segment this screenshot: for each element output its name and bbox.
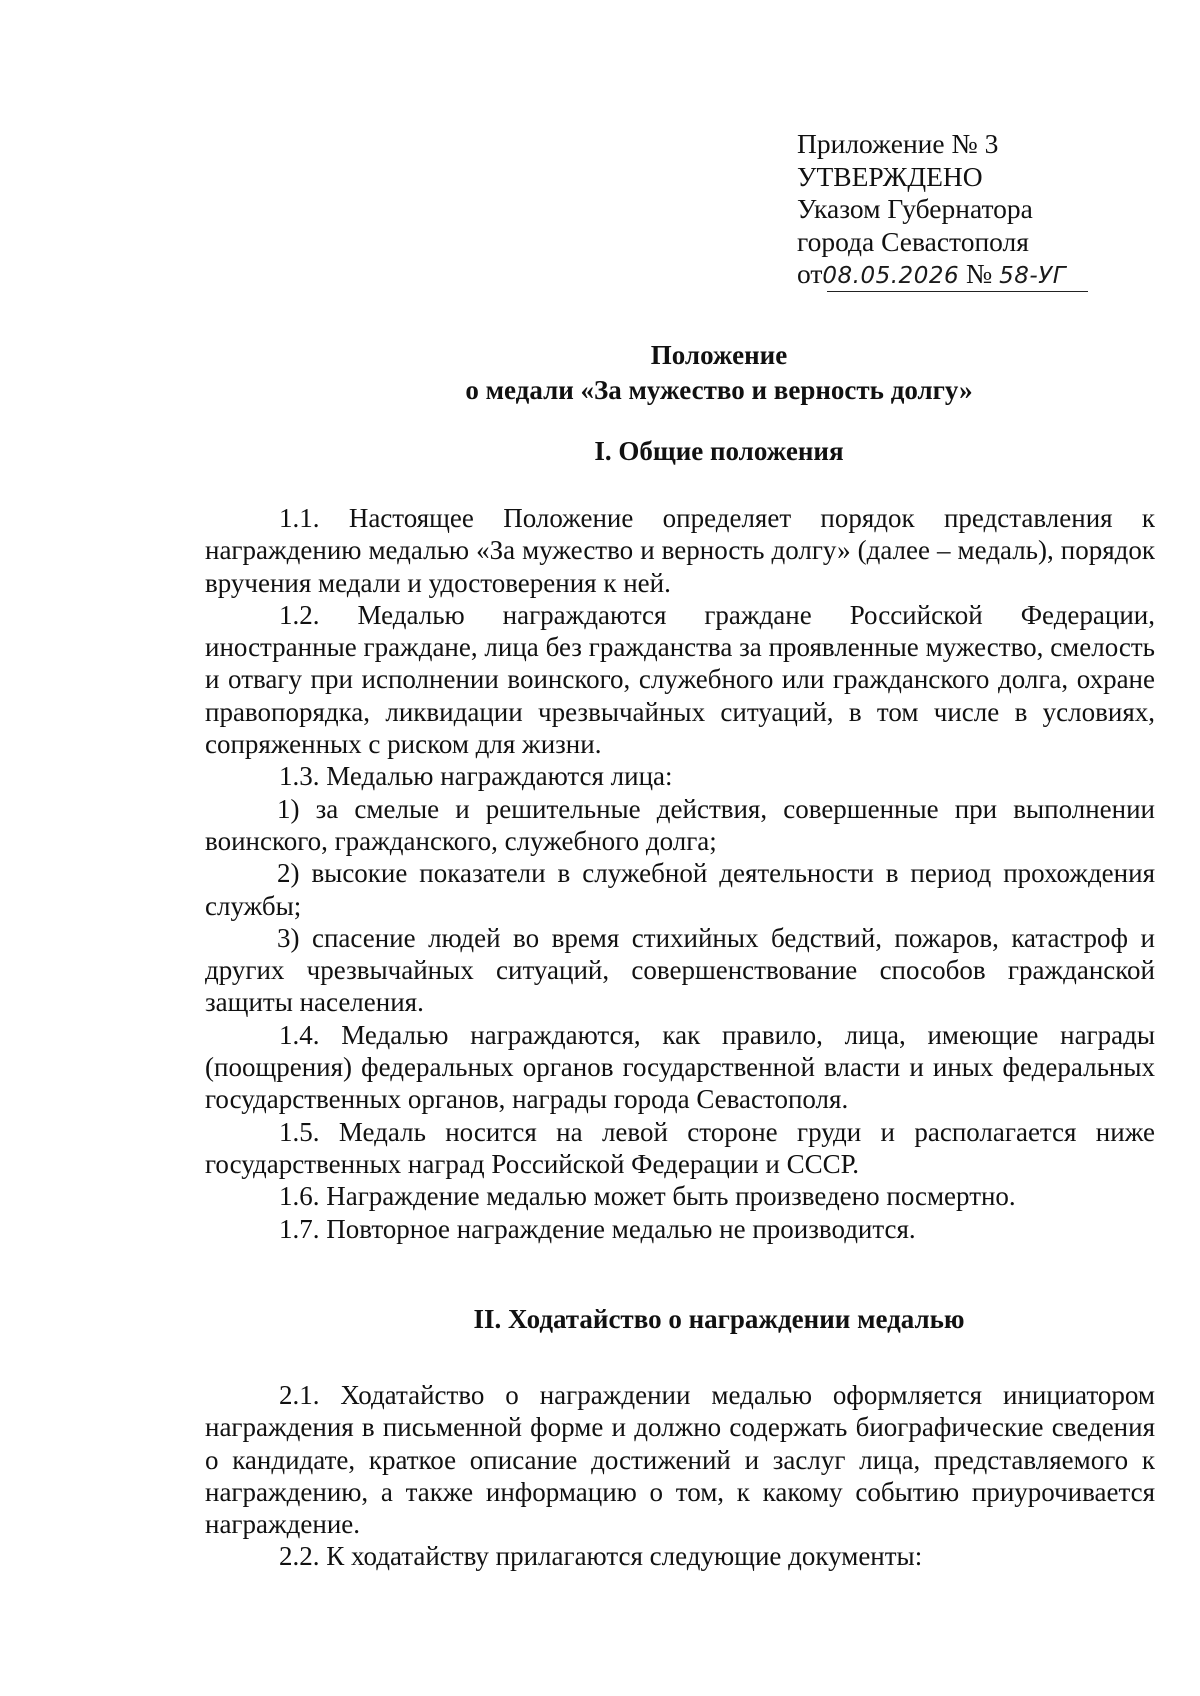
list-item-2: 2) высокие показатели в служебной деятельности в период прохождения службы; [205, 858, 1155, 921]
signature-underline [827, 291, 1088, 292]
section-1-heading: I. Общие положения [594, 436, 844, 466]
decree-date-line [797, 258, 1066, 293]
decree-authority: Указом Губернатора [797, 193, 1033, 224]
paragraph-1-2: 1.2. Медалью награждаются граждане Российской Федерации, иностранные граждане, лица без гражданства за проявленные мужество, смелость и отвагу при исполнении воинского, служебного или гражданского долга, охране правопорядка, ликвидации чрезвычайных ситуаций, в том числе в условиях, сопряженных с риском для жизни. [205, 599, 1155, 760]
decree-city: города Севастополя [797, 225, 1029, 257]
paragraph-2-1: 2.1. Ходатайство о награждении медалью оформляется инициатором награждения в письменной форме и должно содержать биографические сведения о кандидате, краткое описание достижений и заслуг лица, представляемого к награждению, а также информацию о том, к какому событию приурочивается награждение. [205, 1380, 1155, 1540]
number-sign: № [965, 258, 993, 289]
document-title [0, 338, 1200, 408]
list-item-1: 1) за смелые и решительные действия, совершенные при выполнении воинского, гражданского, служебного долга; [205, 793, 1155, 856]
handwritten-date: 08.05.2026 [822, 263, 960, 289]
approved-label: УТВЕРЖДЕНО [797, 160, 983, 192]
paragraph-1-3: 1.3. Медалью награждаются лица: [279, 761, 673, 792]
section-2-heading: II. Ходатайство о награждении медалью [473, 1304, 965, 1334]
approval-header [797, 128, 1066, 293]
appendix-number: Приложение № 3 [797, 128, 999, 159]
paragraph-1-5: 1.5. Медаль носится на левой стороне груди и располагается ниже государственных наград Российской Федерации и СССР. [205, 1116, 1155, 1179]
section-2-body [205, 1379, 1155, 1573]
date-prefix: от [797, 258, 823, 289]
paragraph-1-1: 1.1. Настоящее Положение определяет порядок представления к награждению медалью «За мужество и верность долгу» (далее – медаль), порядок вручения медали и удостоверения к ней. [205, 503, 1155, 598]
handwritten-number: 58-УГ [999, 263, 1067, 289]
title-line-2: о медали «За мужество и верность долгу» [465, 375, 973, 405]
paragraph-1-6: 1.6. Награждение медалью может быть произведено посмертно. [279, 1181, 1016, 1212]
title-line-1: Положение [650, 340, 788, 370]
list-item-3: 3) спасение людей во время стихийных бедствий, пожаров, катастроф и других чрезвычайных ситуаций, совершенствование способов гражданской защиты населения. [205, 922, 1155, 1018]
paragraph-1-4: 1.4. Медалью награждаются, как правило, лица, имеющие награды (поощрения) федеральных органов государственной власти и иных федеральных государственных органов, награды города Севастополя. [205, 1019, 1155, 1115]
paragraph-2-2: 2.2. К ходатайству прилагаются следующие документы: [279, 1541, 923, 1572]
section-1-body [205, 502, 1155, 1245]
paragraph-1-7: 1.7. Повторное награждение медалью не производится. [279, 1213, 916, 1244]
